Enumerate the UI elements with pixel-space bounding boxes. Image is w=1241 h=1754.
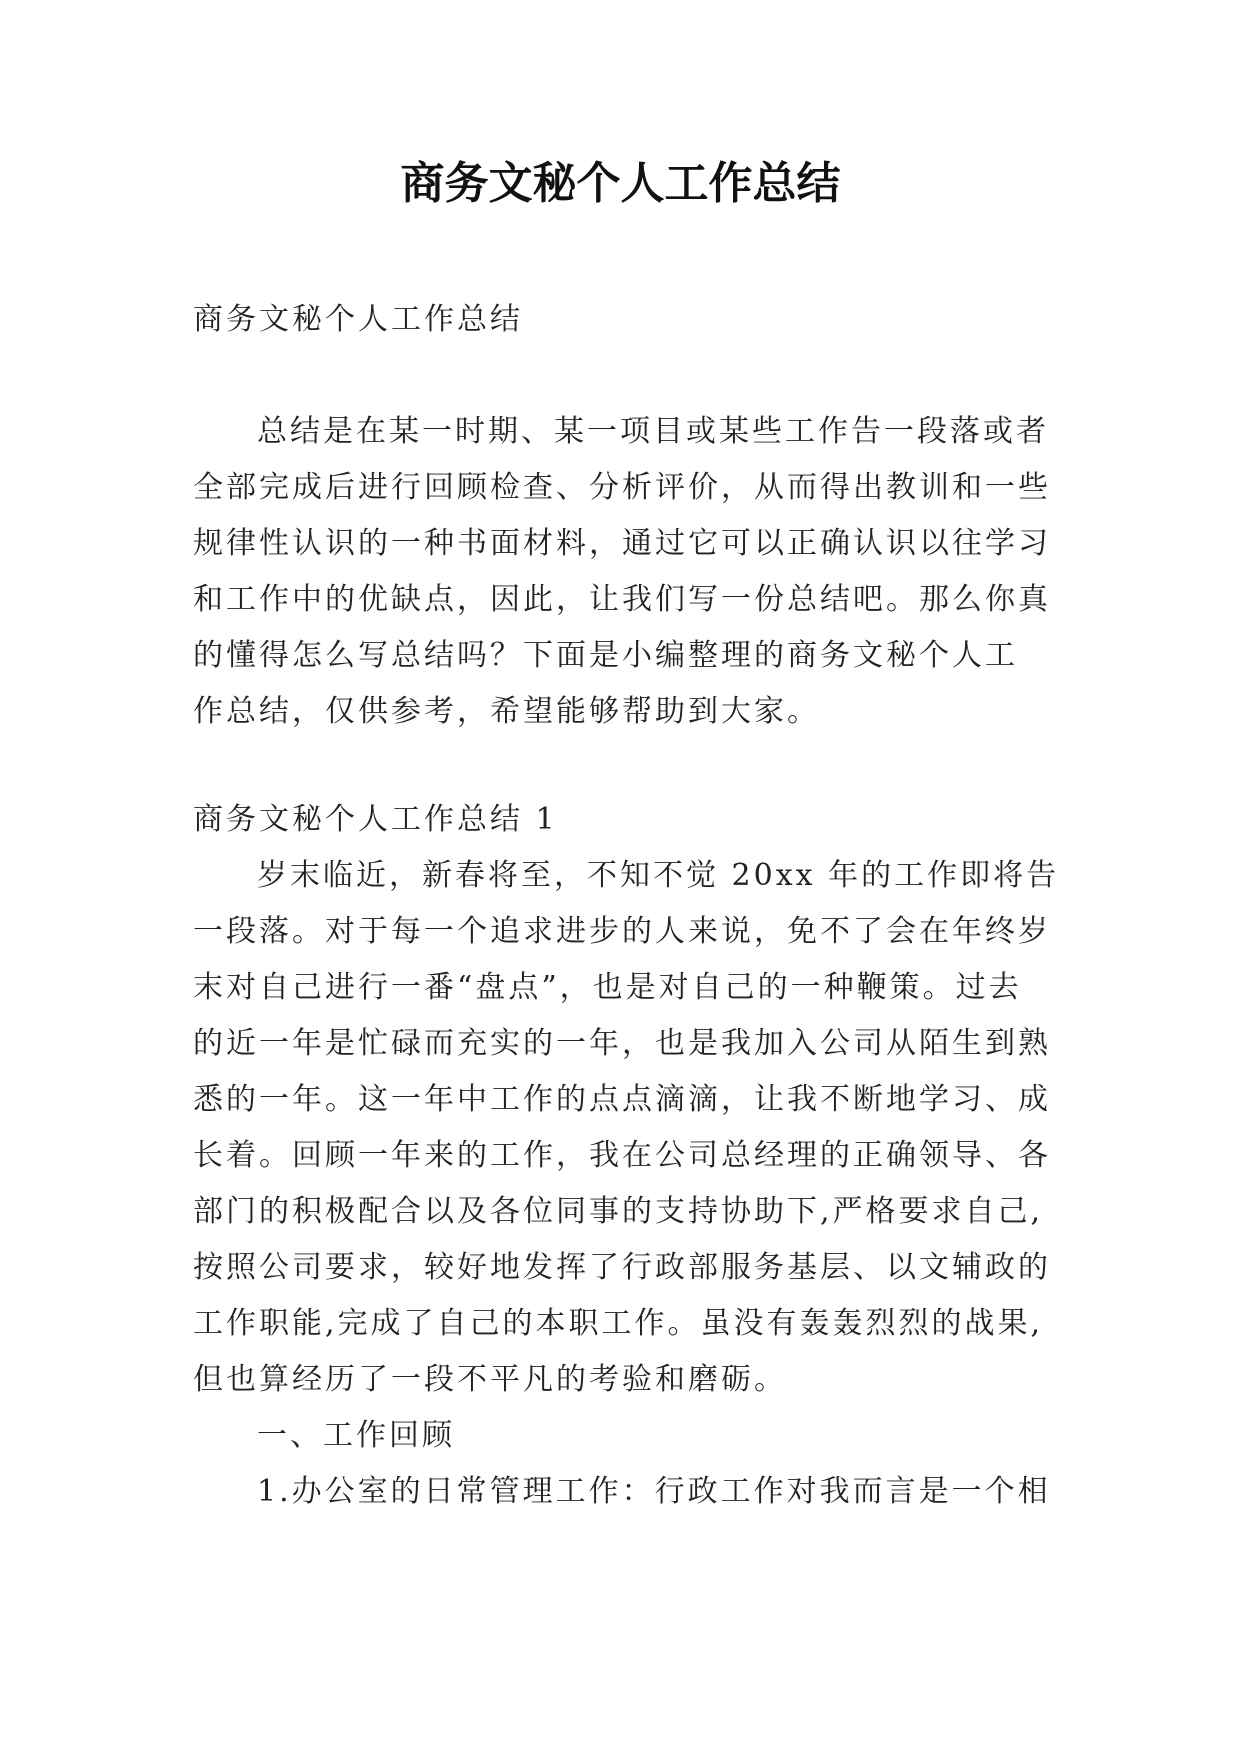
intro-line: 和工作中的优缺点，因此，让我们写一份总结吧。那么你真 xyxy=(193,582,1051,617)
spacer xyxy=(193,348,1055,404)
document-body xyxy=(193,292,1060,1520)
section-line: 长着。回顾一年来的工作，我在公司总经理的正确领导、各 xyxy=(193,1138,1051,1173)
spacer xyxy=(193,740,1055,792)
section-line: 岁末临近，新春将至，不知不觉 20xx 年的工作即将告 xyxy=(257,858,1060,893)
review-heading: 一、工作回顾 xyxy=(257,1418,455,1453)
section-line: 工作职能,完成了自己的本职工作。虽没有轰轰烈烈的战果, xyxy=(193,1306,1044,1341)
section-line: 一段落。对于每一个追求进步的人来说，免不了会在年终岁 xyxy=(193,914,1051,949)
intro-line: 总结是在某一时期、某一项目或某些工作告一段落或者 xyxy=(257,414,1049,449)
review-item-1: 1.办公室的日常管理工作：行政工作对我而言是一个相 xyxy=(257,1474,1051,1509)
intro-line: 规律性认识的一种书面材料，通过它可以正确认识以往学习 xyxy=(193,526,1051,561)
intro-line: 作总结，仅供参考，希望能够帮助到大家。 xyxy=(193,694,820,729)
section-paragraph xyxy=(193,848,1060,1408)
section-heading: 商务文秘个人工作总结 1 xyxy=(193,802,558,837)
document-title: 商务文秘个人工作总结 xyxy=(400,158,841,209)
section-line: 但也算经历了一段不平凡的考验和磨砺。 xyxy=(193,1362,787,1397)
section-line: 按照公司要求，较好地发挥了行政部服务基层、以文辅政的 xyxy=(193,1250,1051,1285)
section-line: 悉的一年。这一年中工作的点点滴滴，让我不断地学习、成 xyxy=(193,1082,1051,1117)
section-line: 的近一年是忙碌而充实的一年，也是我加入公司从陌生到熟 xyxy=(193,1026,1051,1061)
document-subtitle: 商务文秘个人工作总结 xyxy=(193,302,523,337)
intro-line: 的懂得怎么写总结吗？下面是小编整理的商务文秘个人工 xyxy=(193,638,1018,673)
intro-line: 全部完成后进行回顾检查、分析评价，从而得出教训和一些 xyxy=(193,470,1051,505)
intro-paragraph xyxy=(193,404,1055,740)
section-line: 部门的积极配合以及各位同事的支持协助下,严格要求自己, xyxy=(193,1194,1044,1229)
section-line: 末对自己进行一番“盘点”，也是对自己的一种鞭策。过去 xyxy=(193,970,1022,1005)
